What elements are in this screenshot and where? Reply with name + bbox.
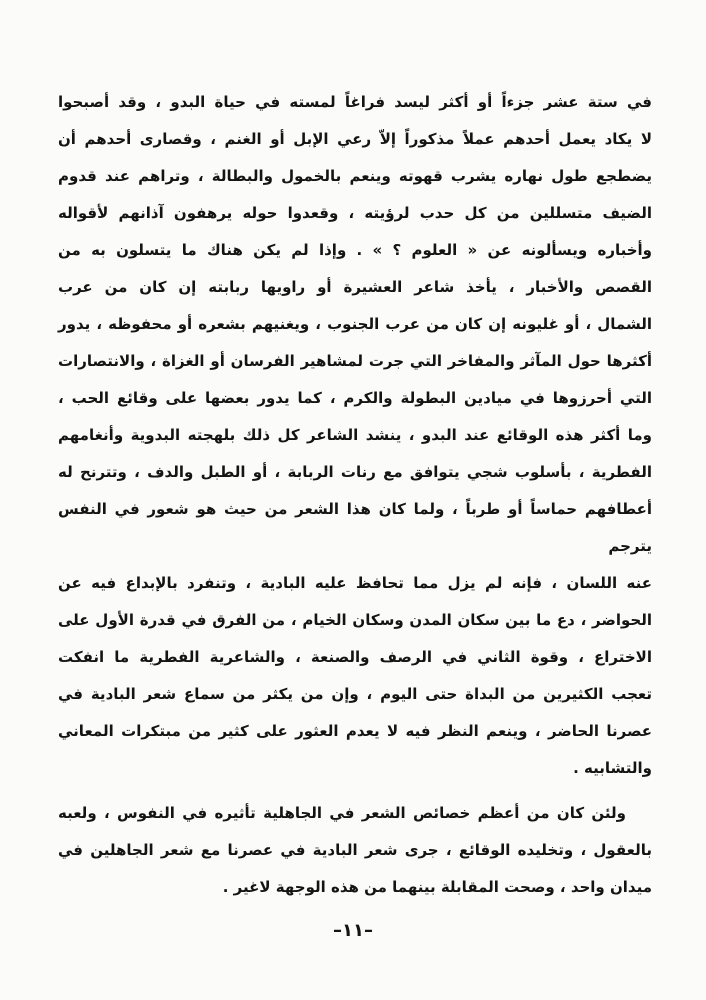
text-line: الشمال ، أو غليونه إن كان من عرب الجنوب ، ويغنيهم بشعره أو محفوظه ، يدور	[58, 315, 652, 333]
text-line: أعطافهم حماساً أو طرباً ، ولما كان هذا الشعر من حيث هو شعور في النفس يترجم	[58, 500, 652, 555]
paragraph-1	[58, 84, 652, 787]
text-line: عنه اللسان ، فإنه لم يزل مما تحافظ عليه البادية ، وتنفرد بالإبداع فيه عن	[58, 574, 652, 592]
text-line: الفطرية ، بأسلوب شجي يتوافق مع رنات الربابة ، أو الطبل والدف ، وتترنح له	[58, 463, 652, 481]
text-line: الضيف متسللين من كل حدب لرؤيته ، وقعدوا حوله يرهفون آذانهم لأقواله	[58, 204, 652, 222]
text-line: التي أحرزوها في ميادين البطولة والكرم ، كما يدور بعضها على وقائع الحب ،	[58, 389, 652, 407]
text-line: بالعقول ، وتخليده الوقائع ، جرى شعر البادية في عصرنا مع شعر الجاهلين في	[58, 841, 652, 859]
text-line: تعجب الكثيرين من البداة حتى اليوم ، وإن من يكثر من سماع شعر البادية في	[58, 685, 652, 703]
text-line: وما أكثر هذه الوقائع عند البدو ، ينشد الشاعر كل ذلك بلهجته البدوية وأنغامهم	[58, 426, 652, 444]
text-line: أكثرها حول المآثر والمفاخر التي جرت لمشاهير الفرسان أو الغزاة ، والانتصارات	[58, 352, 652, 370]
text-line: والتشابيه .	[573, 759, 652, 777]
text-line: الحواضر ، دع ما بين سكان المدن وسكان الخيام ، من الفرق في قدرة الأول على	[58, 611, 652, 629]
text-line: وأخباره ويسألونه عن « العلوم ؟ » . وإذا لم يكن هناك ما يتسلون به من	[58, 241, 652, 259]
page-body	[58, 84, 652, 906]
text-line: ميدان واحد ، وصحت المقابلة بينهما من هذه الوجهة لاغير .	[222, 878, 652, 896]
text-line: عصرنا الحاضر ، وينعم النظر فيه لا يعدم العثور على كثير من مبتكرات المعاني	[58, 722, 652, 740]
text-line: يضطجع طول نهاره يشرب قهوته وينعم بالخمول والبطالة ، وتراهم عند قدوم	[58, 167, 652, 185]
page-number: –١١–	[333, 920, 373, 941]
paragraph-2	[58, 795, 652, 906]
text-line: لا يكاد يعمل أحدهم عملاً مذكوراً إلاّ رعي الإبل أو الغنم ، وقصارى أحدهم أن	[58, 130, 652, 148]
paragraph-gap	[58, 787, 652, 795]
text-line: في ستة عشر جزءاً أو أكثر ليسد فراغاً لمسته في حياة البدو ، وقد أصبحوا	[58, 93, 652, 111]
text-line: الاختراع ، وقوة الثاني في الرصف والصنعة ، والشاعرية الفطرية ما انفكت	[58, 648, 652, 666]
text-line: القصص والأخبار ، يأخذ شاعر العشيرة أو راويها ربابته إن كان من عرب	[58, 278, 652, 296]
text-line: ولئن كان من أعظم خصائص الشعر في الجاهلية تأثيره في النفوس ، ولعبه	[58, 804, 626, 822]
